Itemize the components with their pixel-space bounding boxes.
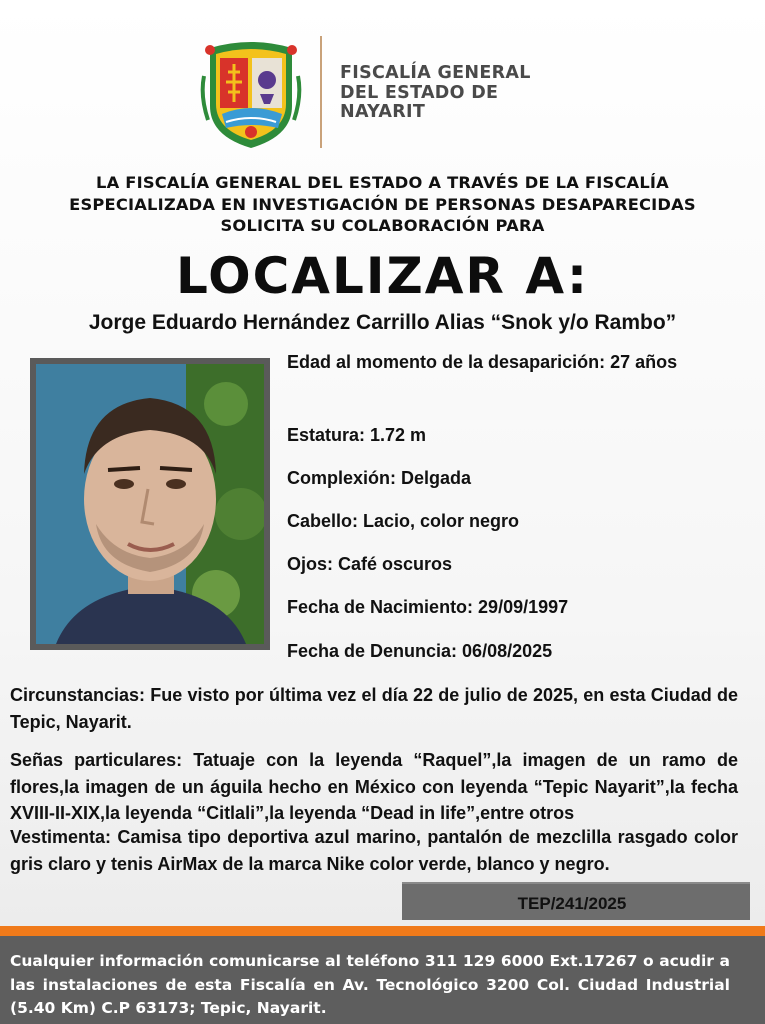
contact-info-text: Cualquier información comunicarse al teléfono 311 129 6000 Ext.17267 o acudir a las instalaciones de esta Fiscalía en Av. Tecnológico 3200 Col. Ciudad Industrial (5.40 Km) C.P 63173; Tepic, Nayarit. [10, 952, 730, 1017]
clothing-text: Vestimenta: Camisa tipo deportiva azul marino, pantalón de mezclilla rasgado color gris claro y tenis AirMax de la marca Nike color verde, blanco y negro. [10, 827, 738, 874]
intro-line: ESPECIALIZADA EN INVESTIGACIÓN DE PERSONAS DESAPARECIDAS [69, 194, 696, 214]
person-photo-frame [30, 358, 270, 650]
agency-line: DEL ESTADO DE [340, 82, 499, 103]
detail-report-date: Fecha de Denuncia: 06/08/2025 [287, 641, 553, 661]
case-number-box [402, 882, 750, 920]
person-name: Jorge Eduardo Hernández Carrillo Alias “Snok y/o Rambo” [88, 311, 677, 334]
footer [0, 936, 765, 1024]
intro-text [0, 172, 765, 237]
nayarit-coat-of-arms-logo [198, 36, 304, 150]
agency-name [340, 64, 531, 123]
agency-line: FISCALÍA GENERAL [340, 63, 531, 83]
headline: LOCALIZAR A: [176, 247, 589, 305]
detail-eyes: Ojos: Café oscuros [287, 554, 453, 574]
detail-build: Complexión: Delgada [287, 468, 472, 488]
person-photo [36, 364, 264, 644]
circumstances-text: Circunstancias: Fue visto por última vez el día 22 de julio de 2025, en esta Ciudad de Tepic, Nayarit. [10, 685, 738, 732]
orange-accent-bar [0, 926, 765, 936]
detail-hair: Cabello: Lacio, color negro [287, 511, 520, 531]
detail-birth-date: Fecha de Nacimiento: 29/09/1997 [287, 597, 569, 617]
intro-line: LA FISCALÍA GENERAL DEL ESTADO A TRAVÉS DE LA FISCALÍA [96, 173, 669, 192]
header-divider [320, 36, 322, 148]
case-number: TEP/241/2025 [517, 894, 627, 913]
intro-line: SOLICITA SU COLABORACIÓN PARA [220, 216, 545, 235]
detail-height: Estatura: 1.72 m [287, 425, 427, 445]
detail-age: Edad al momento de la desaparición: 27 años [287, 352, 678, 372]
distinguishing-marks-text: Señas particulares: Tatuaje con la leyenda “Raquel”,la imagen de un ramo de flores,la imagen de un águila hecho en México con leyenda “Tepic Nayarit”,la fecha XVIII-II-XIX,la leyenda “Citlali”,la leyenda “Dead in life”,entre otros [10, 750, 738, 823]
agency-line: NAYARIT [340, 102, 426, 122]
